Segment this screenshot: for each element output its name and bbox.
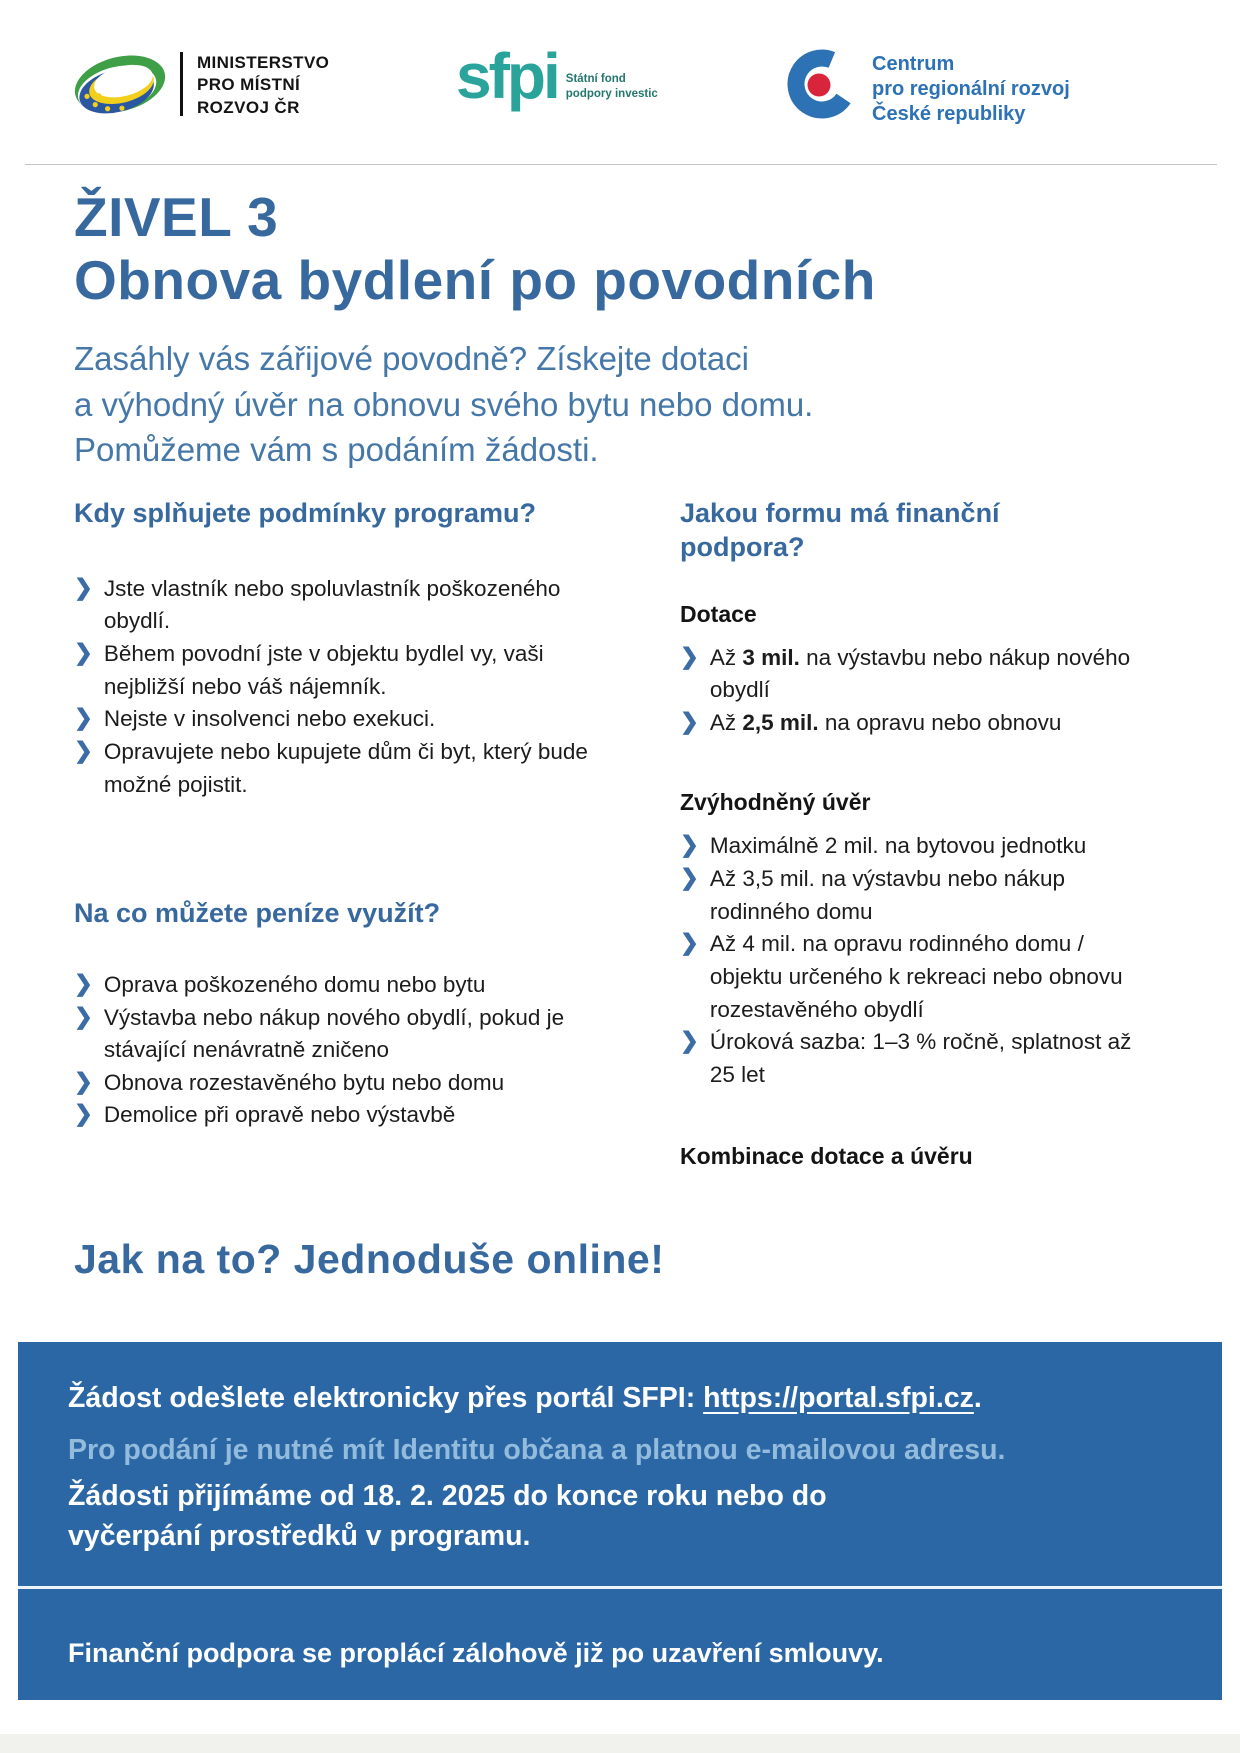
intro-line: Pomůžeme vám s podáním žádosti. [74,431,599,469]
header-divider [25,164,1217,165]
list-item [680,1026,1160,1091]
mmr-line: PRO MÍSTNÍ [197,75,301,95]
bullet-text [710,642,1160,707]
mmr-line: MINISTERSTVO [197,53,330,72]
bullet-text: Až 4 mil. na opravu rodinného domu / objektu určeného k rekreaci nebo obnovu rozestavěného obydlí [709,931,1123,1022]
conditions-list [74,573,604,801]
chevron-bullet-icon: ❯ [680,1028,699,1054]
bullet-text: Až 3,5 mil. na výstavbu nebo nákup rodinného domu [709,866,1066,924]
list-item [680,928,1160,1026]
bullet-text: Oprava poškozeného domu nebo bytu [103,971,486,997]
section-heading-support: Jakou formu má finanční podpora? [680,498,1000,562]
list-item [74,1002,604,1067]
chevron-bullet-icon: ❯ [74,1068,93,1094]
bottom-scan-band [0,1734,1240,1753]
chevron-bullet-icon: ❯ [74,1101,93,1127]
chevron-bullet-icon: ❯ [74,970,93,996]
section-heading-conditions: Kdy splňujete podmínky programu? [74,498,537,528]
bullet-text [710,707,1062,740]
submit-instruction [68,1382,982,1415]
chevron-bullet-icon: ❯ [74,705,93,731]
bullet-text: Maximálně 2 mil. na bytovou jednotku [709,833,1087,859]
chevron-bullet-icon: ❯ [74,574,93,600]
chevron-bullet-icon: ❯ [680,708,699,734]
bullet-text-amount: 2,5 mil. [742,709,819,735]
bullet-text: Úroková sazba: 1–3 % ročně, splatnost až 25 let [709,1029,1132,1087]
bullet-text: Během povodní jste v objektu bydlel vy, vaši nejbližší nebo váš nájemník. [103,641,544,699]
mmr-logo-icon [70,50,170,118]
chevron-bullet-icon: ❯ [74,1003,93,1029]
chevron-bullet-icon: ❯ [74,640,93,665]
sfpi-tagline-line: podpory investic [565,87,658,100]
sfpi-tagline-line: Státní fond [565,73,626,85]
sfpi-logo-wordmark: sfpi [456,40,558,112]
intro-line: a výhodný úvěr na obnovu svého bytu nebo domu. [74,385,814,423]
chevron-bullet-icon: ❯ [680,930,699,956]
subheading-dotace: Dotace [680,600,757,627]
list-item [74,1067,604,1100]
left-column [74,497,604,1132]
mmr-logo-text [197,50,329,119]
deadline-text: Žádosti přijímáme od 18. 2. 2025 do konce roku nebo do vyčerpání prostředků v programu. [68,1480,827,1553]
list-item [74,638,604,703]
chevron-bullet-icon: ❯ [680,832,699,858]
subheading-uver: Zvýhodněný úvěr [680,789,871,816]
bullet-text-amount: 3 mil. [742,644,800,670]
submit-instruction-text: Žádost odešlete elektronicky přes portál SFPI: [68,1382,704,1414]
page-title-line: Obnova bydlení po povodních [74,249,876,312]
bullet-text: Nejste v insolvenci nebo exekuci. [103,706,436,732]
list-item [74,736,604,801]
intro-text [74,336,813,473]
sfpi-logo-block [456,40,658,112]
list-item [680,707,1160,740]
section-heading-usage: Na co můžete peníze využít? [74,898,441,929]
right-column [680,497,1160,1170]
chevron-bullet-icon: ❯ [680,643,699,669]
info-box [18,1342,1222,1700]
bullet-text: Demolice při opravě nebo výstavbě [103,1102,456,1128]
page-title [74,186,876,313]
logo-divider [180,52,183,116]
bullet-text-part: na opravu nebo obnovu [818,709,1062,735]
bullet-text-part: Až [709,644,743,670]
crr-line: Centrum [872,53,955,75]
crr-line: České republiky [872,102,1026,125]
bullet-text: Jste vlastník nebo spoluvlastník poškozeného obydlí. [103,575,561,634]
cta-heading: Jak na to? Jednoduše online! [74,1236,665,1282]
bullet-text: Obnova rozestavěného bytu nebo domu [103,1069,505,1095]
info-box-divider [18,1586,1222,1589]
page-title-line: ŽIVEL 3 [74,186,279,248]
identity-note: Pro podání je nutné mít Identitu občana a platnou e-mailovou adresu. [68,1434,1006,1466]
uver-list [680,830,1160,1091]
list-item [680,642,1160,707]
bullet-text-part: na výstavbu nebo nákup nového obydlí [709,644,1131,703]
list-item [74,969,604,1002]
mmr-line: ROZVOJ ČR [197,97,300,117]
list-item [74,703,604,736]
crr-logo-text [872,48,1070,126]
list-item [680,863,1160,928]
bullet-text: Opravujete nebo kupujete dům či byt, který bude možné pojistit. [103,738,588,797]
mmr-logo-block [70,50,329,119]
crr-logo-icon [786,48,858,120]
dotace-list [680,642,1160,740]
bullet-text: Výstavba nebo nákup nového obydlí, pokud je stávající nenávratně zničeno [103,1004,565,1063]
intro-line: Zasáhly vás zářijové povodně? Získejte dotaci [74,340,750,377]
bullet-text-part: Až [709,709,743,735]
submit-instruction-suffix: . [973,1382,982,1414]
subheading-combo: Kombinace dotace a úvěru [680,1143,973,1170]
list-item [74,1099,604,1132]
usage-list [74,969,604,1132]
portal-link[interactable]: https://portal.sfpi.cz [703,1382,974,1414]
crr-line: pro regionální rozvoj [872,77,1070,100]
payout-note: Finanční podpora se proplácí zálohově již po uzavření smlouvy. [68,1638,884,1668]
list-item [74,573,604,638]
chevron-bullet-icon: ❯ [680,865,699,890]
sfpi-logo-tagline [566,72,658,102]
chevron-bullet-icon: ❯ [74,737,93,763]
list-item [680,830,1160,863]
crr-logo-block [786,48,1070,126]
